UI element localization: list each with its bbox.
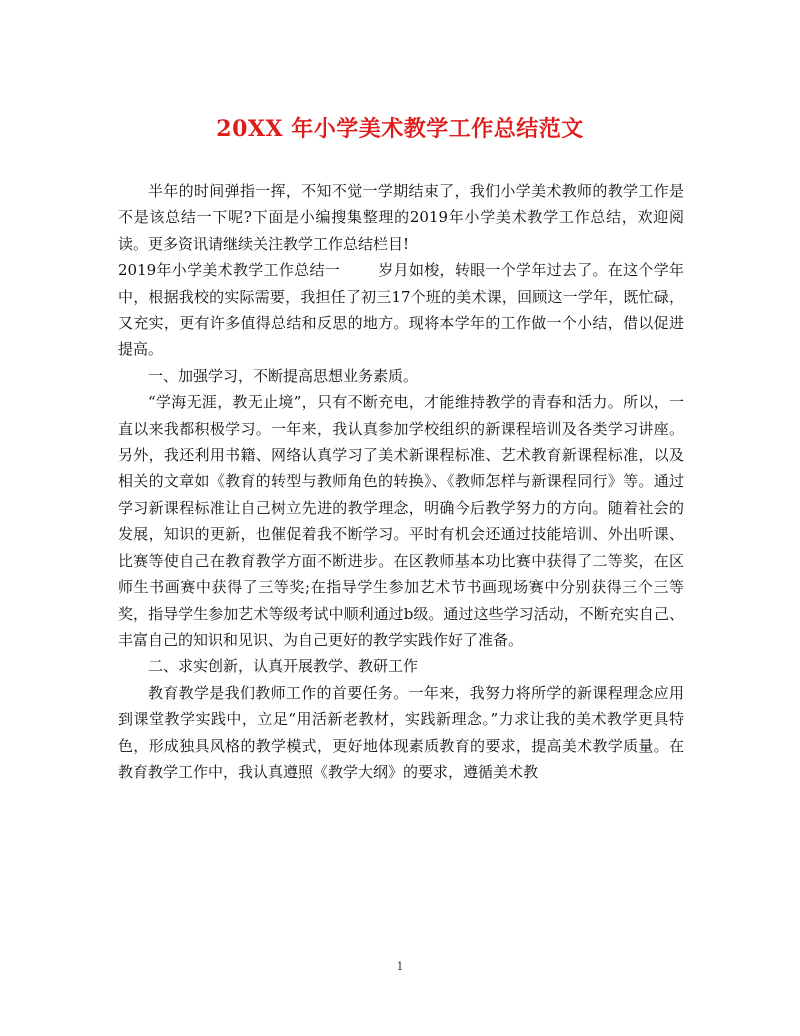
summary-text: 岁月如梭，转眼一个学年过去了。在这个学年中，根据我校的实际需要，我担任了初三17个班的美术课，回顾这一学年，既忙碌，又充实，更有许多值得总结和反思的地方。现将本学年的工作做一个小结，借以促进提高。 bbox=[118, 261, 684, 359]
document-body bbox=[118, 178, 684, 785]
page-number: 1 bbox=[396, 960, 404, 973]
intro-paragraph: 半年的时间弹指一挥，不知不觉一学期结束了，我们小学美术教师的教学工作是不是该总结一下呢?下面是小编搜集整理的2019年小学美术教学工作总结，欢迎阅读。更多资讯请继续关注教学工作总结栏目! bbox=[118, 182, 684, 253]
section2-title: 二、求实创新，认真开展教学、教研工作 bbox=[148, 657, 419, 676]
document-title: 20XX 年小学美术教学工作总结范文 bbox=[216, 116, 584, 142]
section1-title: 一、加强学习，不断提高思想业务素质。 bbox=[148, 366, 419, 385]
section2-paragraph: 教育教学是我们教师工作的首要任务。一年来，我努力将所学的新课程理念应用到课堂教学实践中，立足“用活新老教材，实践新理念。”力求让我的美术教学更具特色，形成独具风格的教学模式，更好地体现素质教育的要求，提高美术教学质量。在教育教学工作中，我认真遵照《教学大纲》的要求，遵循美术教 bbox=[118, 683, 684, 781]
section1-paragraph: “学海无涯，教无止境”，只有不断充电，才能维持教学的青春和活力。所以，一直以来我都积极学习。一年来，我认真参加学校组织的新课程培训及各类学习讲座。另外，我还利用书籍、网络认真学习了美术新课程标准、艺术教育新课程标准，以及相关的文章如《教育的转型与教师角色的转换》、《教师怎样与新课程同行》等。通过学习新课程标准让自己树立先进的教学理念，明确今后教学努力的方向。随着社会的发展，知识的更新，也催促着我不断学习。平时有机会还通过技能培训、外出听课、比赛等使自己在教育教学方面不断进步。在区教师基本功比赛中获得了二等奖，在区师生书画赛中获得了三等奖;在指导学生参加艺术节书画现场赛中分别获得三个三等奖，指导学生参加艺术等级考试中顺利通过b级。通过这些学习活动，不断充实自己、丰富自己的知识和见识、为自己更好的教学实践作好了准备。 bbox=[118, 393, 684, 649]
summary-paragraph bbox=[118, 257, 684, 363]
summary-heading: 2019年小学美术教学工作总结一 bbox=[118, 261, 341, 280]
